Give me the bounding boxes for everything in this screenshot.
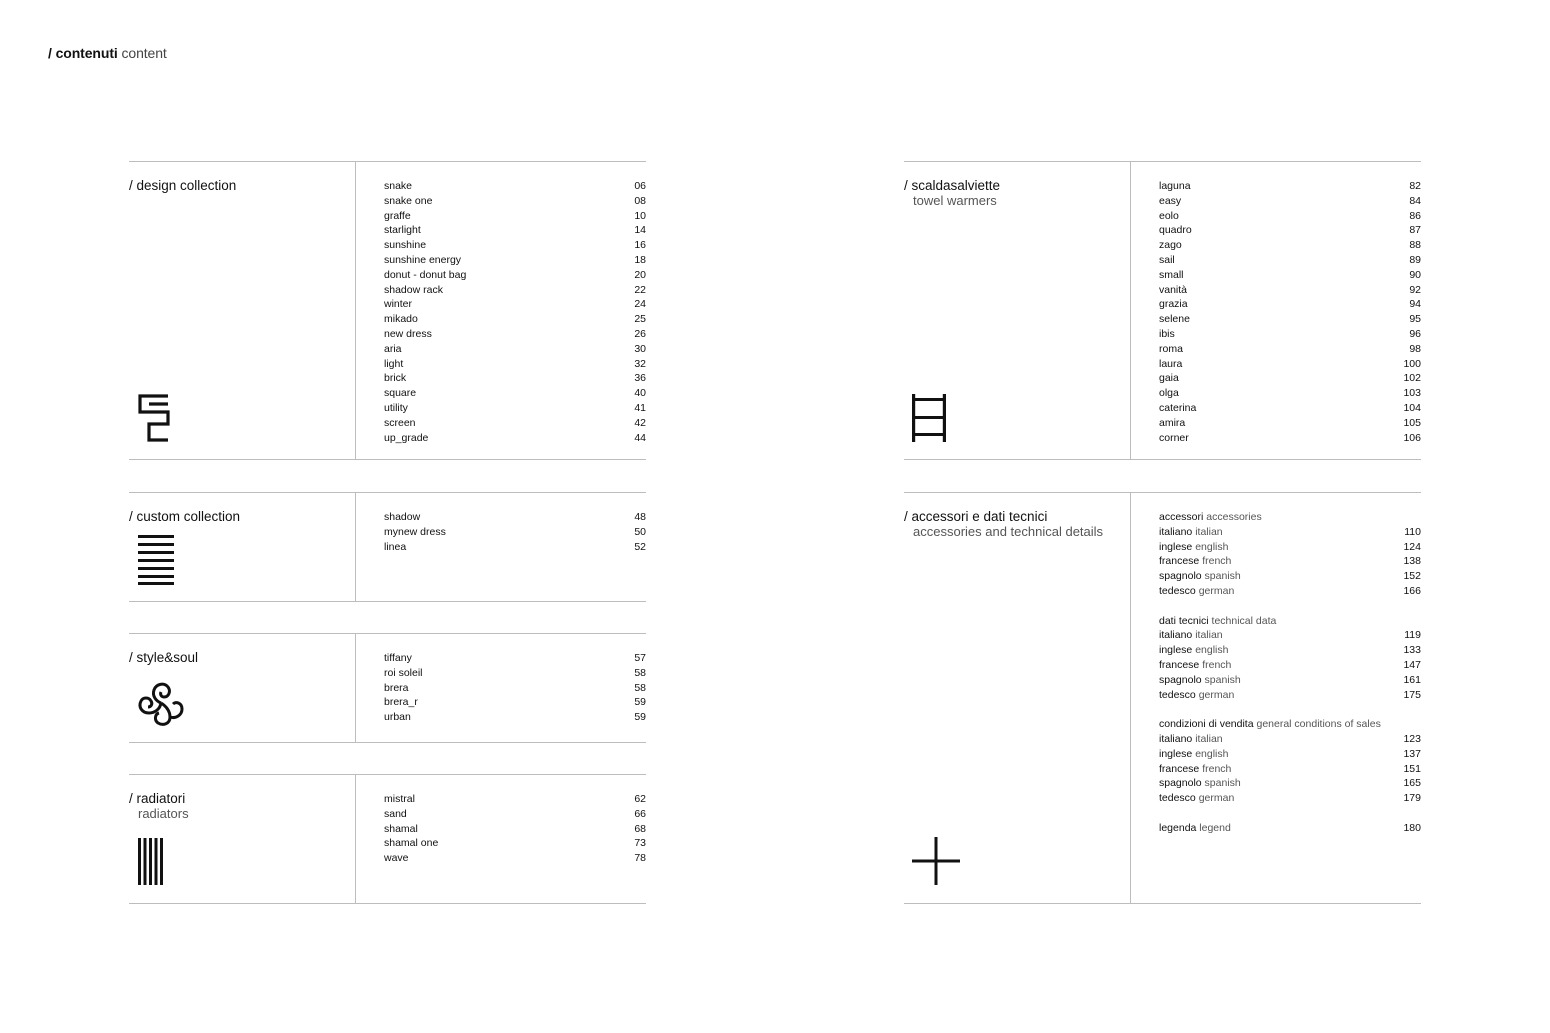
item-name <box>1159 628 1404 643</box>
item-name: easy <box>1159 194 1182 207</box>
item-name: winter <box>384 298 413 311</box>
item-name: utility <box>384 401 408 414</box>
section-title: / design collection <box>129 178 237 193</box>
item-page: 95 <box>1409 313 1421 326</box>
item-name: brera_r <box>384 696 418 709</box>
section-divider <box>355 775 356 903</box>
item-name-it: francese <box>1159 555 1200 568</box>
list-item <box>1159 732 1421 747</box>
item-name-it: italiano <box>1159 629 1193 642</box>
item-name <box>1159 658 1403 673</box>
item-name <box>1159 643 1403 658</box>
item-page: 180 <box>1403 821 1421 834</box>
list-item <box>1159 569 1421 584</box>
item-name-en: italian <box>1195 732 1223 745</box>
list-item <box>384 792 646 807</box>
item-name <box>1159 776 1403 791</box>
item-name: donut - donut bag <box>384 268 467 281</box>
design-list <box>384 179 646 445</box>
list-item <box>1159 747 1421 762</box>
item-name-it: legenda <box>1159 821 1197 834</box>
section-subtitle: radiators <box>138 806 189 821</box>
item-page: 59 <box>634 696 646 709</box>
vertical-lines-icon <box>138 838 164 885</box>
item-name: sand <box>384 807 407 820</box>
section-radiatori <box>129 774 646 904</box>
item-name: sunshine energy <box>384 253 462 266</box>
item-name: roma <box>1159 342 1183 355</box>
item-page: 84 <box>1409 194 1421 207</box>
item-page: 06 <box>634 180 646 192</box>
item-page: 48 <box>634 511 646 523</box>
item-name-it: spagnolo <box>1159 673 1202 686</box>
item-name: small <box>1159 268 1184 281</box>
item-name: shadow rack <box>384 283 443 296</box>
list-item <box>384 431 646 446</box>
item-name-it: spagnolo <box>1159 777 1202 790</box>
item-page: 16 <box>634 239 646 252</box>
list-item <box>1159 223 1421 238</box>
scalda-list <box>1159 179 1421 445</box>
list-item <box>1159 386 1421 401</box>
item-name-en: french <box>1202 658 1232 671</box>
list-item <box>1159 401 1421 416</box>
list-item <box>1159 554 1421 569</box>
item-page: 25 <box>634 313 646 326</box>
list-item <box>384 223 646 238</box>
item-page: 179 <box>1403 792 1421 805</box>
item-name <box>1159 791 1403 806</box>
item-name: wave <box>384 852 409 865</box>
item-page: 98 <box>1409 342 1421 355</box>
list-item <box>1159 312 1421 327</box>
item-page: 105 <box>1403 416 1421 429</box>
item-name: aria <box>384 342 402 355</box>
item-name <box>1159 525 1404 540</box>
item-page: 92 <box>1409 283 1421 296</box>
list-item <box>1159 253 1421 268</box>
item-page: 59 <box>634 711 646 724</box>
item-name <box>1159 747 1403 762</box>
list-item <box>384 327 646 342</box>
list-item <box>1159 327 1421 342</box>
list-item <box>384 297 646 312</box>
item-name: starlight <box>384 224 421 237</box>
list-item <box>1159 658 1421 673</box>
list-item <box>384 401 646 416</box>
item-name-it: inglese <box>1159 747 1193 760</box>
item-name: selene <box>1159 313 1190 326</box>
item-name-it: tedesco <box>1159 688 1196 701</box>
group-spacer <box>1159 806 1421 821</box>
item-name-en: spanish <box>1204 570 1241 583</box>
triskelion-icon <box>136 679 186 727</box>
section-title: / style&soul <box>129 650 199 665</box>
group-heading-en: general conditions of sales <box>1256 718 1381 731</box>
list-item <box>1159 540 1421 555</box>
item-name: graffe <box>384 209 411 222</box>
item-page: 152 <box>1403 570 1421 583</box>
item-name-it: francese <box>1159 762 1200 775</box>
item-page: 138 <box>1403 555 1421 568</box>
item-page: 96 <box>1409 327 1421 340</box>
style-list <box>384 651 646 725</box>
item-name: laura <box>1159 357 1183 370</box>
item-page: 106 <box>1403 431 1421 444</box>
item-page: 103 <box>1403 387 1421 400</box>
item-name-it: inglese <box>1159 540 1193 553</box>
list-item <box>384 807 646 822</box>
item-page: 175 <box>1403 688 1421 701</box>
snake-icon <box>138 394 170 442</box>
item-name: snake one <box>384 194 433 207</box>
item-name-en: spanish <box>1204 777 1241 790</box>
list-item <box>1159 297 1421 312</box>
item-name: sunshine <box>384 239 427 252</box>
item-name-it: tedesco <box>1159 584 1196 597</box>
list-item <box>1159 525 1421 540</box>
list-item <box>1159 283 1421 298</box>
list-item <box>1159 628 1421 643</box>
item-name: mynew dress <box>384 525 446 538</box>
group-heading <box>1159 510 1421 525</box>
item-name-it: spagnolo <box>1159 570 1202 583</box>
item-page: 36 <box>634 372 646 385</box>
item-name <box>1159 540 1403 555</box>
item-page: 137 <box>1403 747 1421 760</box>
item-name <box>1159 762 1403 777</box>
item-name: light <box>384 357 404 370</box>
group-spacer <box>1159 599 1421 614</box>
page-title-light: content <box>121 45 167 61</box>
section-divider <box>355 493 356 601</box>
accessori-list <box>1159 510 1421 836</box>
item-page: 62 <box>634 793 646 805</box>
horizontal-lines-icon <box>138 535 174 585</box>
item-name: corner <box>1159 431 1189 444</box>
item-name: brick <box>384 372 407 385</box>
list-item <box>1159 776 1421 791</box>
item-page: 26 <box>634 327 646 340</box>
item-page: 90 <box>1409 268 1421 281</box>
item-page: 124 <box>1403 540 1421 553</box>
group-heading <box>1159 614 1421 629</box>
item-page: 50 <box>634 525 646 538</box>
group-heading-en: technical data <box>1211 614 1277 627</box>
item-page: 40 <box>634 387 646 400</box>
list-item <box>1159 209 1421 224</box>
list-item <box>384 209 646 224</box>
item-name: urban <box>384 711 411 724</box>
item-page: 30 <box>634 342 646 355</box>
list-item <box>1159 342 1421 357</box>
list-item <box>384 510 646 525</box>
item-page: 78 <box>634 852 646 865</box>
group-spacer <box>1159 702 1421 717</box>
list-item <box>384 312 646 327</box>
item-name-en: english <box>1195 540 1229 553</box>
item-name: zago <box>1159 239 1182 252</box>
item-page: 88 <box>1409 239 1421 252</box>
item-name-en: legend <box>1199 821 1231 834</box>
item-page: 18 <box>634 253 646 266</box>
group-heading-it: accessori <box>1159 511 1204 523</box>
list-item <box>384 710 646 725</box>
item-page: 66 <box>634 807 646 820</box>
item-name: tiffany <box>384 652 412 664</box>
item-page: 08 <box>634 194 646 207</box>
item-name <box>1159 569 1403 584</box>
list-item <box>1159 268 1421 283</box>
section-subtitle: towel warmers <box>913 193 997 208</box>
item-page: 165 <box>1403 777 1421 790</box>
group-heading-it: condizioni di vendita <box>1159 718 1254 731</box>
item-name-en: spanish <box>1204 673 1241 686</box>
item-page: 151 <box>1403 762 1421 775</box>
list-item <box>384 179 646 194</box>
ladder-icon <box>912 394 946 442</box>
item-name: shadow <box>384 511 421 523</box>
item-page: 14 <box>634 224 646 237</box>
item-page: 22 <box>634 283 646 296</box>
section-divider <box>1130 162 1131 459</box>
item-page: 20 <box>634 268 646 281</box>
section-title: / custom collection <box>129 509 241 524</box>
item-page: 166 <box>1403 584 1421 597</box>
list-item <box>384 651 646 666</box>
item-page: 119 <box>1404 629 1421 642</box>
section-title: / accessori e dati tecnici <box>904 509 1048 524</box>
item-page: 68 <box>634 822 646 835</box>
item-name <box>1159 732 1403 747</box>
item-name-en: italian <box>1195 525 1223 538</box>
item-page: 123 <box>1403 732 1421 745</box>
item-page: 73 <box>634 837 646 850</box>
item-name: shamal <box>384 822 418 835</box>
list-item <box>384 695 646 710</box>
item-name: up_grade <box>384 431 429 444</box>
list-item <box>384 836 646 851</box>
list-item <box>384 342 646 357</box>
item-name-en: german <box>1198 584 1235 597</box>
item-name: quadro <box>1159 224 1192 237</box>
group-heading-en: accessories <box>1206 511 1262 523</box>
item-page: 82 <box>1409 180 1421 192</box>
item-name: linea <box>384 540 407 553</box>
item-name: screen <box>384 416 416 429</box>
item-name-en: english <box>1195 644 1229 657</box>
section-style-soul <box>129 633 646 743</box>
section-title: / scaldasalviette <box>904 178 1001 193</box>
item-page: 58 <box>634 681 646 694</box>
item-page: 89 <box>1409 253 1421 266</box>
item-name-it: italiano <box>1159 525 1193 538</box>
item-page: 57 <box>634 652 646 664</box>
item-page: 110 <box>1404 525 1421 538</box>
section-custom-collection <box>129 492 646 602</box>
list-item <box>1159 238 1421 253</box>
item-name: new dress <box>384 327 432 340</box>
item-page: 102 <box>1403 372 1421 385</box>
list-item <box>1159 371 1421 386</box>
item-name-en: german <box>1198 792 1235 805</box>
item-name: olga <box>1159 387 1179 400</box>
list-item <box>1159 791 1421 806</box>
list-item <box>384 253 646 268</box>
item-name <box>1159 688 1403 703</box>
item-page: 94 <box>1409 298 1421 311</box>
list-item <box>1159 357 1421 372</box>
item-name <box>1159 673 1403 688</box>
item-name-it: francese <box>1159 658 1200 671</box>
list-item <box>384 194 646 209</box>
item-page: 87 <box>1409 224 1421 237</box>
list-item <box>1159 416 1421 431</box>
item-page: 24 <box>634 298 646 311</box>
item-page: 147 <box>1403 658 1421 671</box>
item-name-en: french <box>1202 555 1232 568</box>
item-name: gaia <box>1159 372 1179 385</box>
list-item <box>384 357 646 372</box>
item-name: caterina <box>1159 401 1197 414</box>
list-item <box>1159 643 1421 658</box>
list-item <box>1159 179 1421 194</box>
section-accessori <box>904 492 1421 904</box>
list-item <box>1159 584 1421 599</box>
list-item <box>384 851 646 866</box>
item-name: laguna <box>1159 180 1191 192</box>
list-item <box>384 283 646 298</box>
item-name: eolo <box>1159 209 1179 222</box>
item-page: 100 <box>1403 357 1421 370</box>
item-name-it: inglese <box>1159 644 1193 657</box>
item-name-it: italiano <box>1159 732 1193 745</box>
item-name <box>1159 584 1403 599</box>
section-divider <box>1130 493 1131 903</box>
item-page: 41 <box>634 401 646 414</box>
item-name-en: french <box>1202 762 1232 775</box>
item-page: 58 <box>634 666 646 679</box>
section-title: / radiatori <box>129 791 186 806</box>
item-name: vanità <box>1159 283 1188 296</box>
item-name: sail <box>1159 253 1175 266</box>
item-page: 86 <box>1409 209 1421 222</box>
item-name <box>1159 821 1403 836</box>
item-page: 10 <box>634 209 646 222</box>
list-item <box>384 540 646 555</box>
item-name: brera <box>384 681 409 694</box>
group-heading <box>1159 717 1421 732</box>
list-item <box>384 681 646 696</box>
list-item <box>1159 688 1421 703</box>
item-name-it: tedesco <box>1159 792 1196 805</box>
section-divider <box>355 162 356 459</box>
page-title <box>48 45 167 61</box>
item-name: grazia <box>1159 298 1188 311</box>
page-title-bold: / contenuti <box>48 45 118 61</box>
item-name: roi soleil <box>384 666 423 679</box>
section-scaldasalviette <box>904 161 1421 460</box>
item-name-en: english <box>1195 747 1229 760</box>
item-name: mikado <box>384 313 418 326</box>
plus-icon <box>912 837 960 885</box>
list-item <box>384 386 646 401</box>
list-item <box>384 268 646 283</box>
list-item <box>384 525 646 540</box>
item-name: square <box>384 387 417 400</box>
item-page: 104 <box>1403 401 1421 414</box>
list-item <box>384 822 646 837</box>
list-item <box>384 371 646 386</box>
list-item <box>384 416 646 431</box>
item-name: shamal one <box>384 837 439 850</box>
group-heading-it: dati tecnici <box>1159 614 1209 627</box>
item-name: snake <box>384 180 413 192</box>
item-page: 32 <box>634 357 646 370</box>
item-page: 161 <box>1403 673 1421 686</box>
item-page: 133 <box>1403 644 1421 657</box>
list-item <box>384 238 646 253</box>
legend-item <box>1159 821 1421 836</box>
list-item <box>1159 431 1421 446</box>
list-item <box>384 666 646 681</box>
item-name-en: german <box>1198 688 1235 701</box>
item-name-en: italian <box>1195 629 1223 642</box>
section-design-collection <box>129 161 646 460</box>
list-item <box>1159 194 1421 209</box>
item-name <box>1159 554 1403 569</box>
item-page: 44 <box>634 431 646 444</box>
item-name: mistral <box>384 793 415 805</box>
item-page: 52 <box>634 540 646 553</box>
section-subtitle: accessories and technical details <box>913 524 1104 539</box>
list-item <box>1159 673 1421 688</box>
item-name: ibis <box>1159 327 1175 340</box>
section-divider <box>355 634 356 742</box>
item-page: 42 <box>634 416 646 429</box>
item-name: amira <box>1159 416 1186 429</box>
radiatori-list <box>384 792 646 866</box>
list-item <box>1159 762 1421 777</box>
custom-list <box>384 510 646 554</box>
